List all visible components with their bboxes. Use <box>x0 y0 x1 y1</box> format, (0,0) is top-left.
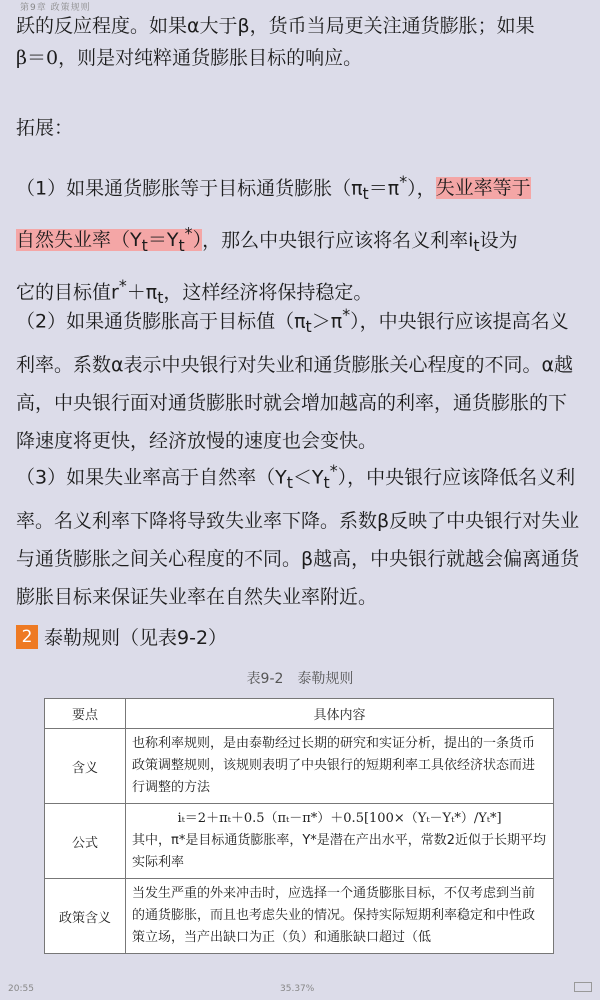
row-key: 含义 <box>45 729 126 804</box>
table-row <box>45 729 554 804</box>
reading-progress: 35.37% <box>280 984 315 994</box>
row-key: 公式 <box>45 804 126 879</box>
intro-line-1: 跃的反应程度。如果α大于β，货币当局更关注通货膨胀；如果 <box>16 15 535 37</box>
row-key: 政策含义 <box>45 879 126 954</box>
battery-icon <box>574 982 592 995</box>
col-header-content: 具体内容 <box>126 699 554 729</box>
table-header-row <box>45 699 554 729</box>
col-header-key: 要点 <box>45 699 126 729</box>
taylor-formula: iₜ＝2＋πₜ＋0.5（πₜ－π*）＋0.5[100×（Yₜ－Yₜ*）/Yₜ*] <box>177 811 502 826</box>
status-bar <box>0 980 600 1000</box>
running-header: 第9章 政策规则 <box>20 3 91 13</box>
taylor-rule-table <box>44 698 554 954</box>
row-content: 当发生严重的外来冲击时，应选择一个通货膨胀目标，不仅考虑到当前的通货膨胀，而且也考虑失业的情况。保持实际短期利率稳定和中性政策立场，当产出缺口为正（负）和通胀缺口超过（低 <box>126 879 554 954</box>
point-2-paragraph: （2）如果通货膨胀高于目标值$(\pi_t>\pi^*)$，中央银行应该提高名义利率。系数α表示中央银行对失业和通货膨胀关心程度的不同。α越高，中央银行面对通货膨胀时就会增加越高的利率，通货膨胀的下降速度将更快，经济放慢的速度也会变快。 <box>16 305 574 453</box>
section-number: 2 <box>16 625 38 649</box>
formula-note: 其中，π*是目标通货膨胀率，Y*是潜在产出水平，常数2近似于长期平均实际利率 <box>132 833 547 870</box>
section-title: 泰勒规则（见表9-2） <box>44 627 228 649</box>
row-content: 也称利率规则，是由泰勒经过长期的研究和实证分析，提出的一条货币政策调整规则，该规则表明了中央银行的短期利率工具依经济状态而进行调整的方法 <box>126 729 554 804</box>
point-3-paragraph: （3）如果失业率高于自然率$(Y_t<Y_t^*)$，中央银行应该降低名义利率。名义利率下降将导致失业率下降。系数β反映了中央银行对失业与通货膨胀之间关心程度的不同。β越高，中央银行就越会偏离通货膨胀目标来保证失业率在自然失业率附近。 <box>16 461 580 609</box>
table-row <box>45 879 554 954</box>
table-caption: 表9-2 泰勒规则 <box>246 671 354 687</box>
intro-line-2: β＝0，则是对纯粹通货膨胀目标的响应。 <box>16 47 363 69</box>
table-row <box>45 804 554 879</box>
highlight-unemployment[interactable]: 失业率等于 <box>435 177 531 200</box>
clock: 20:55 <box>8 984 34 994</box>
section-heading <box>16 622 227 654</box>
intro-paragraph <box>16 10 584 74</box>
expand-label: 拓展： <box>16 117 74 139</box>
row-content <box>126 804 554 879</box>
highlight-natural-rate[interactable]: 自然失业率$(Y_t=Y_t^*)$ <box>16 224 203 256</box>
point-1-paragraph: （1）如果通货膨胀等于目标通货膨胀$(\pi_t=\pi^*)$，失业率等于 自然失业率$(Y_t=Y_t^*)$，那么中央银行应该将名义利率$i_t$设为 它的目标值$r^*+\pi_t$，这样经济将保持稳定。 <box>16 172 531 308</box>
